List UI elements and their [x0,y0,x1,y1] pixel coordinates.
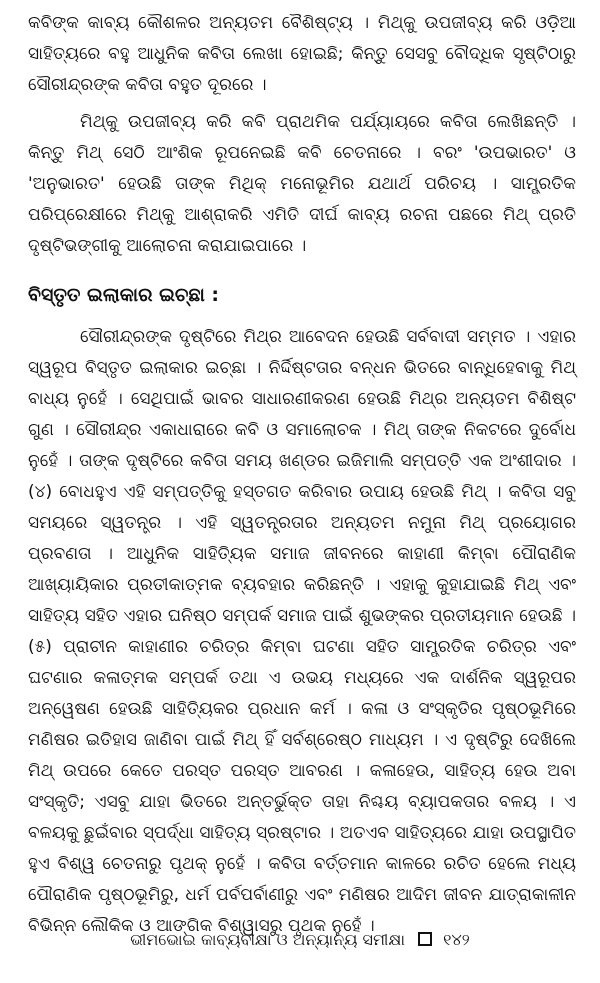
section-heading: ବିସ୍ତୃତ ଇଲାକାର ଇଚ୍ଛା : [28,284,220,306]
book-title: ଭୀମଭୋଇ କାବ୍ୟବୀକ୍ଷା ଓ ଅନ୍ୟାନ୍ୟ ସମୀକ୍ଷା [130,930,405,949]
paragraph-myth-poetry: ମିଥ୍‌କୁ ଉପଜୀବ୍ୟ କରି କବି ପ୍ରାଥମିକ ପର୍ଯ୍ୟାୟରେ କବିତା ଲେଖିଛନ୍ତି । କିନ୍ତୁ ମିଥ୍ ସେଠି ଆଂଶିକ ରୂପନେଇଛି କବି ଚେତନାରେ । ବରଂ 'ଉପଭାରତ' ଓ 'ଅନୁଭାରତ' ହେଉଛି ତାଙ୍କ ମିଥିକ୍ ମନୋଭୂମିର ଯଥାର୍ଥ ପରିଚୟ । ସାମ୍ପ୍ରତିକ ପରିପ୍ରେକ୍ଷୀରେ ମିଥ୍‌କୁ ଆଶ୍ରାକରି ଏମିତି ଦୀର୍ଘ କାବ୍ୟ ରଚନା ପଛରେ ମିଥ୍ ପ୍ରତି ଦୃଷ୍ଟିଭଙ୍ଗୀକୁ ଆଲୋଚନା କରାଯାଇପାରେ । [28,112,576,256]
square-separator-icon [418,932,432,946]
paragraph-continuation: କବିଙ୍କ କାବ୍ୟ କୌଶଳର ଅନ୍ୟତମ ବୈଶିଷ୍ଟ୍ୟ । ମିଥ୍‌କୁ ଉପଜୀବ୍ୟ କରି ଓଡ଼ିଆ ସାହିତ୍ୟରେ ବହୁ ଆଧୁନିକ କବିତା ଲେଖା ହୋଇଛି; କିନ୍ତୁ ସେସବୁ ବୌଦ୍ଧିକ ସୃଷ୍ଟିଠାରୁ ସୌରୀନ୍ଦ୍ରଙ୍କ କବିତା ବହୁତ ଦୂରରେ । [28,13,576,95]
paragraph-main: ସୌରୀନ୍ଦ୍ରଙ୍କ ଦୃଷ୍ଟିରେ ମିଥ୍‌ର ଆବେଦନ ହେଉଛି ସର୍ବବାଦୀ ସମ୍ମତ । ଏହାର ସ୍ୱରୂପ ବିସ୍ତୃତ ଇଲାକାର ଇଚ୍ଛା । ନିର୍ଦ୍ଦିଷ୍ଟତାର ବନ୍ଧନ ଭିତରେ ବାନ୍ଧିହେବାକୁ ମିଥ୍ ବାଧ୍ୟ ନୁହେଁ । ସେଥିପାଇଁ ଭାବର ସାଧାରଣୀକରଣ ହେଉଛି ମିଥ୍‌ର ଅନ୍ୟତମ ବିଶିଷ୍ଟ ଗୁଣ । ସୌରୀନ୍ଦ୍ର ଏକାଧାରାରେ କବି ଓ ସମାଲୋଚକ । ମିଥ୍ ତାଙ୍କ ନିକଟରେ ଦୁର୍ବୋଧ ନୁହେଁ । ତାଙ୍କ ଦୃଷ୍ଟିରେ କବିତା ସମୟ ଖଣ୍ଡର ଇଜିମାଲି ସମ୍ପତ୍ତି ଏକ ଅଂଶୀଦାର । (୪) ବୋଧହୁଏ ଏହି ସମ୍ପତ୍ତିକୁ ହସ୍ତଗତ କରିବାର ଉପାୟ ହେଉଛି ମିଥ୍ । କବିତା ସବୁ ସମୟରେ ସ୍ୱତନ୍ତ୍ର । ଏହି ସ୍ୱତନ୍ତ୍ରତାର ଅନ୍ୟତମ ନମୁନା ମିଥ୍ ପ୍ରୟୋଗର ପ୍ରବଣତା । ଆଧୁନିକ ସାହିତ୍ୟିକ ସମାଜ ଜୀବନରେ କାହାଣୀ କିମ୍ବା ପୌରାଣିକ ଆଖ୍ୟାୟିକାର ପ୍ରତୀକାତ୍ମକ ବ୍ୟବହାର କରିଛନ୍ତି । ଏହାକୁ କୁହାଯାଇଛି ମିଥ୍ ଏବଂ ସାହିତ୍ୟ ସହିତ ଏହାର ଘନିଷ୍ଠ ସମ୍ପର୍କ ସମାଜ ପାଇଁ ଶୁଭଙ୍କର ପ୍ରତୀୟମାନ ହେଉଛି । (୫) ପ୍ରାଚୀନ କାହାଣୀର ଚରିତ୍ର କିମ୍ବା ଘଟଣା ସହିତ ସାମ୍ପ୍ରତିକ ଚରିତ୍ର ଏବଂ ଘଟଣାର କଳାତ୍ମକ ସମ୍ପର୍କ ତଥା ଏ ଉଭୟ ମଧ୍ୟରେ ଏକ ଦାର୍ଶନିକ ସ୍ୱରୂପର ଅନ୍ୱେଷଣ ହେଉଛି ସାହିତ୍ୟିକର ପ୍ରଧାନ କର୍ମ । କଳା ଓ ସଂସ୍କୃତିର ପୃଷ୍ଠଭୂମିରେ ମଣିଷର ଇତିହାସ ଜାଣିବା ପାଇଁ ମିଥ୍ ହିଁ ସର୍ବଶ୍ରେଷ୍ଠ ମାଧ୍ୟମ । ଏ ଦୃଷ୍ଟିରୁ ଦେଖିଲେ ମିଥ୍ ଉପରେ କେତେ ପରସ୍ତ ପରସ୍ତ ଆବରଣ । କଳାହେଉ, ସାହିତ୍ୟ ହେଉ ଅବା ସଂସ୍କୃତି; ଏସବୁ ଯାହା ଭିତରେ ଅନ୍ତର୍ଭୁକ୍ତ ତାହା ନିଶ୍ଚୟ ବ୍ୟାପକତାର ବଳୟ । ଏ ବଳୟକୁ ଛୁଇଁବାର ସ୍ପର୍ଦ୍ଧା ସାହିତ୍ୟ ସ୍ରଷ୍ଟାର । ଅତଏବ ସାହିତ୍ୟରେ ଯାହା ଉପସ୍ଥାପିତ ହୁଏ ବିଶ୍ୱ ଚେତନାରୁ ପୃଥକ୍ ନୁହେଁ । କବିତା ବର୍ତ୍ତମାନ କାଳରେ ରଚିତ ହେଲେ ମଧ୍ୟ ପୌରାଣିକ ପୃଷ୍ଠଭୂମିରୁ, ଧର୍ମ ପର୍ବପର୍ବାଣୀରୁ ଏବଂ ମଣିଷର ଆଦିମ ଜୀବନ ଯାତ୍ରାକାଳୀନ ବିଭିନ୍ନ ଲୌକିକ ଓ ଆଙ୍ଗିକ ବିଶ୍ୱାସରୁ ପୃଥକ ନୁହେଁ । [28,327,576,936]
page-number: ୧୪୨ [443,930,470,949]
page-footer [0,928,600,952]
